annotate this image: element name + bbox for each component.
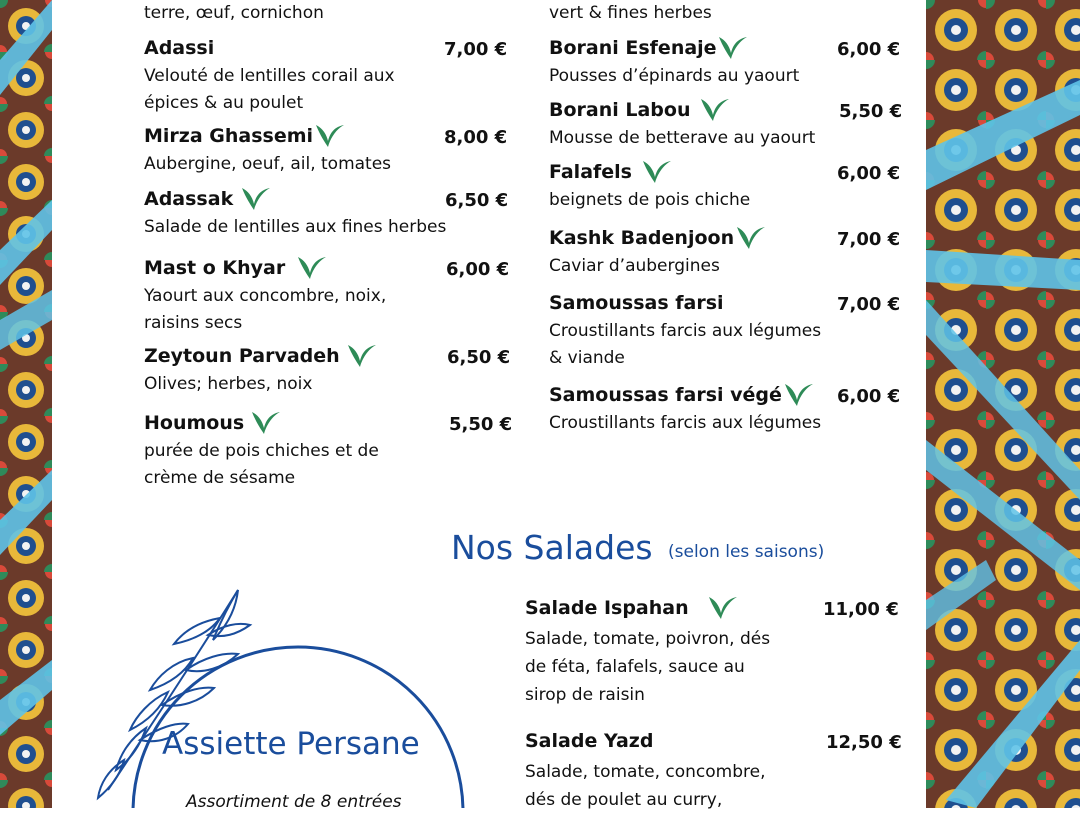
item-price: 6,00 €	[837, 163, 901, 184]
item-description: Salade de lentilles aux fines herbes	[144, 217, 447, 237]
item-description: Mousse de betterave au yaourt	[549, 128, 816, 148]
item-description: Croustillants farcis aux légumes	[549, 413, 822, 433]
assiette-persane-title: Assiette Persane	[162, 726, 420, 762]
item-description: Salade, tomate, concombre, dés de poulet au curry,	[525, 762, 766, 810]
item-price: 6,00 €	[837, 386, 901, 407]
vegetarian-leaf-icon	[731, 223, 767, 253]
item-description: purée de pois chiches et de crème de sésame	[144, 441, 379, 488]
item-description: Aubergine, oeuf, ail, tomates	[144, 154, 392, 174]
vegetarian-leaf-icon	[292, 253, 328, 283]
item-price: 5,50 €	[449, 414, 513, 435]
vegetarian-leaf-icon	[236, 184, 272, 214]
item-name: Mirza Ghassemi	[144, 125, 314, 147]
item-price: 6,50 €	[447, 347, 511, 368]
vegetarian-leaf-icon	[713, 33, 749, 63]
item-price: 7,00 €	[837, 229, 901, 250]
vegetarian-leaf-icon	[695, 95, 731, 125]
item-price: 5,50 €	[839, 101, 903, 122]
item-price: 12,50 €	[826, 732, 902, 753]
vegetarian-leaf-icon	[779, 380, 815, 410]
item-name: Falafels	[549, 161, 632, 183]
item-name: Borani Esfenaje	[549, 37, 717, 59]
item-name: Zeytoun Parvadeh	[144, 345, 340, 367]
item-description: Croustillants farcis aux légumes & viande	[549, 321, 822, 368]
item-name: Houmous	[144, 412, 245, 434]
assiette-persane-subtitle: Assortiment de 8 entrées	[186, 792, 402, 812]
right-top-cutoff-text: vert & fines herbes	[549, 3, 712, 23]
vegetarian-leaf-icon	[637, 157, 673, 187]
item-price: 6,00 €	[446, 259, 510, 280]
salads-section-title: Nos Salades	[451, 528, 653, 567]
item-description: Yaourt aux concombre, noix, raisins secs	[144, 286, 387, 333]
right-tile-border	[926, 0, 1080, 808]
item-name: Adassak	[144, 188, 234, 210]
item-price: 7,00 €	[444, 39, 508, 60]
item-name: Mast o Khyar	[144, 257, 286, 279]
item-description: Velouté de lentilles corail aux épices & au poulet	[144, 66, 395, 113]
item-name: Kashk Badenjoon	[549, 227, 735, 249]
vegetarian-leaf-icon	[342, 341, 378, 371]
olive-branch-circle-decoration	[88, 580, 478, 808]
item-description: Olives; herbes, noix	[144, 374, 313, 394]
item-description: Pousses d’épinards au yaourt	[549, 66, 800, 86]
item-price: 11,00 €	[823, 599, 899, 620]
item-description: Caviar d’aubergines	[549, 256, 720, 276]
item-name: Samoussas farsi végé	[549, 384, 782, 406]
left-top-cutoff-text: terre, œuf, cornichon	[144, 3, 324, 23]
item-price: 8,00 €	[444, 127, 508, 148]
item-price: 7,00 €	[837, 294, 901, 315]
item-name: Borani Labou	[549, 99, 691, 121]
item-description: Salade, tomate, poivron, dés de féta, falafels, sauce au sirop de raisin	[525, 629, 771, 705]
item-name: Samoussas farsi	[549, 292, 724, 314]
item-description: beignets de pois chiche	[549, 190, 751, 210]
salads-section-subtitle: (selon les saisons)	[668, 542, 825, 562]
item-name: Adassi	[144, 37, 215, 59]
vegetarian-leaf-icon	[310, 121, 346, 151]
item-name: Salade Yazd	[525, 730, 654, 752]
vegetarian-leaf-icon	[703, 593, 739, 623]
item-price: 6,50 €	[445, 190, 509, 211]
item-price: 6,00 €	[837, 39, 901, 60]
vegetarian-leaf-icon	[246, 408, 282, 438]
item-name: Salade Ispahan	[525, 597, 689, 619]
left-tile-border	[0, 0, 52, 808]
